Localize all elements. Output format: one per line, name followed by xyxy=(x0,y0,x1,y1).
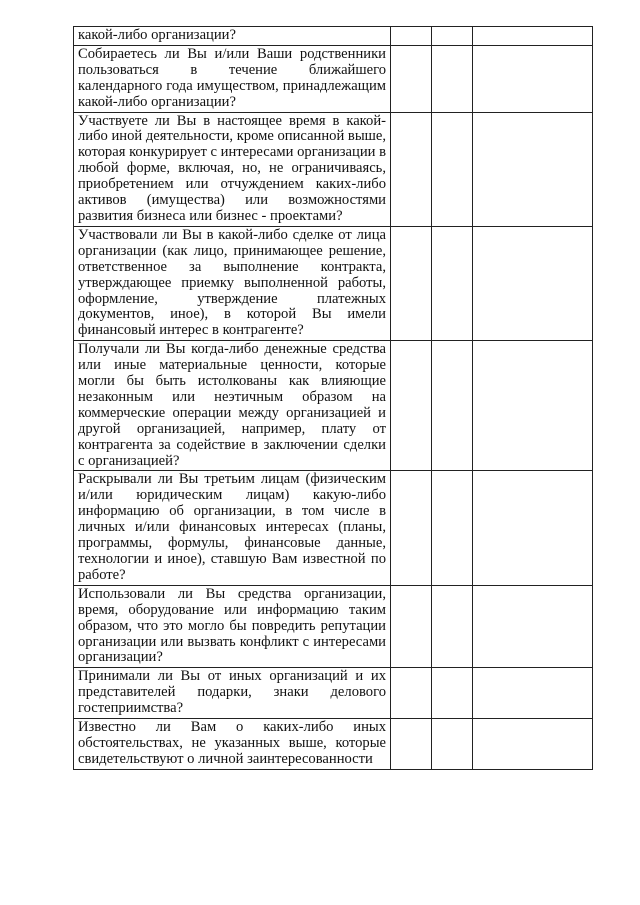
answer-no-cell[interactable] xyxy=(432,668,473,719)
question-cell xyxy=(74,112,391,226)
table-row xyxy=(74,226,593,340)
table-row xyxy=(74,471,593,585)
questionnaire-table xyxy=(73,26,593,770)
comment-cell[interactable] xyxy=(473,45,593,112)
answer-no-cell[interactable] xyxy=(432,341,473,471)
comment-cell[interactable] xyxy=(473,719,593,770)
question-text: Собираетесь ли Вы и/или Ваши родственники пользоваться в течение ближайшего календарного года имуществом, принадлежащим какой-либо организации? xyxy=(78,45,386,110)
question-text: Получали ли Вы когда-либо денежные средства или иные материальные ценности, которые могли бы быть истолкованы как влияющие незаконным или неэтичным образом на коммерческие операции между организацией и другой организацией, например, плату от контрагента за содействие в заключении сделки с организацией? xyxy=(78,341,386,469)
table-row xyxy=(74,719,593,770)
question-cell xyxy=(74,27,391,46)
comment-cell[interactable] xyxy=(473,27,593,46)
table-row xyxy=(74,668,593,719)
question-text: Участвуете ли Вы в настоящее время в какой-либо иной деятельности, кроме описанной выше, которая конкурирует с интересами организации в любой форме, включая, но, не ограничиваясь, приобретением или отчуждением каких-либо активов (имущества) или возможностями развития бизнеса или бизнес - проектами? xyxy=(78,112,386,224)
question-text: Известно ли Вам о каких-либо иных обстоятельствах, не указанных выше, которые свидетельствуют о личной заинтересованности xyxy=(78,719,386,767)
comment-cell[interactable] xyxy=(473,226,593,340)
table-row xyxy=(74,585,593,668)
question-cell xyxy=(74,719,391,770)
question-cell xyxy=(74,45,391,112)
question-cell xyxy=(74,585,391,668)
answer-yes-cell[interactable] xyxy=(391,471,432,585)
answer-yes-cell[interactable] xyxy=(391,112,432,226)
question-text: Раскрывали ли Вы третьим лицам (физическим и/или юридическим лицам) какую-либо информацию об организации, в том числе в личных и/или финансовых интересах (планы, программы, формулы, финансовые данные, технологии и иное), ставшую Вам известной по работе? xyxy=(78,471,386,583)
question-cell xyxy=(74,668,391,719)
comment-cell[interactable] xyxy=(473,112,593,226)
answer-yes-cell[interactable] xyxy=(391,585,432,668)
comment-cell[interactable] xyxy=(473,668,593,719)
answer-yes-cell[interactable] xyxy=(391,27,432,46)
table-row xyxy=(74,112,593,226)
question-text: Принимали ли Вы от иных организаций и их представителей подарки, знаки делового гостеприимства? xyxy=(78,668,386,717)
answer-yes-cell[interactable] xyxy=(391,341,432,471)
question-text: Участвовали ли Вы в какой-либо сделке от лица организации (как лицо, принимающее решение, ответственное за выполнение контракта, утверждающее приемку выполненной работы, оформление, утверждение платежных документов, иное), в которой Вы имели финансовый интерес в контрагенте? xyxy=(78,226,386,339)
answer-no-cell[interactable] xyxy=(432,45,473,112)
answer-yes-cell[interactable] xyxy=(391,719,432,770)
comment-cell[interactable] xyxy=(473,585,593,668)
question-text: какой-либо организации? xyxy=(78,27,236,43)
answer-no-cell[interactable] xyxy=(432,27,473,46)
answer-no-cell[interactable] xyxy=(432,226,473,340)
answer-yes-cell[interactable] xyxy=(391,45,432,112)
answer-yes-cell[interactable] xyxy=(391,668,432,719)
question-text: Использовали ли Вы средства организации, время, оборудование или информацию таким образом, что это могло бы повредить репутации организации или вызвать конфликт с интересами организации? xyxy=(78,585,386,666)
table-row xyxy=(74,341,593,471)
table-row xyxy=(74,27,593,46)
answer-yes-cell[interactable] xyxy=(391,226,432,340)
question-cell xyxy=(74,471,391,585)
answer-no-cell[interactable] xyxy=(432,112,473,226)
comment-cell[interactable] xyxy=(473,471,593,585)
questionnaire-rows xyxy=(74,27,593,770)
comment-cell[interactable] xyxy=(473,341,593,471)
answer-no-cell[interactable] xyxy=(432,471,473,585)
answer-no-cell[interactable] xyxy=(432,585,473,668)
table-row xyxy=(74,45,593,112)
question-cell xyxy=(74,341,391,471)
question-cell xyxy=(74,226,391,340)
answer-no-cell[interactable] xyxy=(432,719,473,770)
